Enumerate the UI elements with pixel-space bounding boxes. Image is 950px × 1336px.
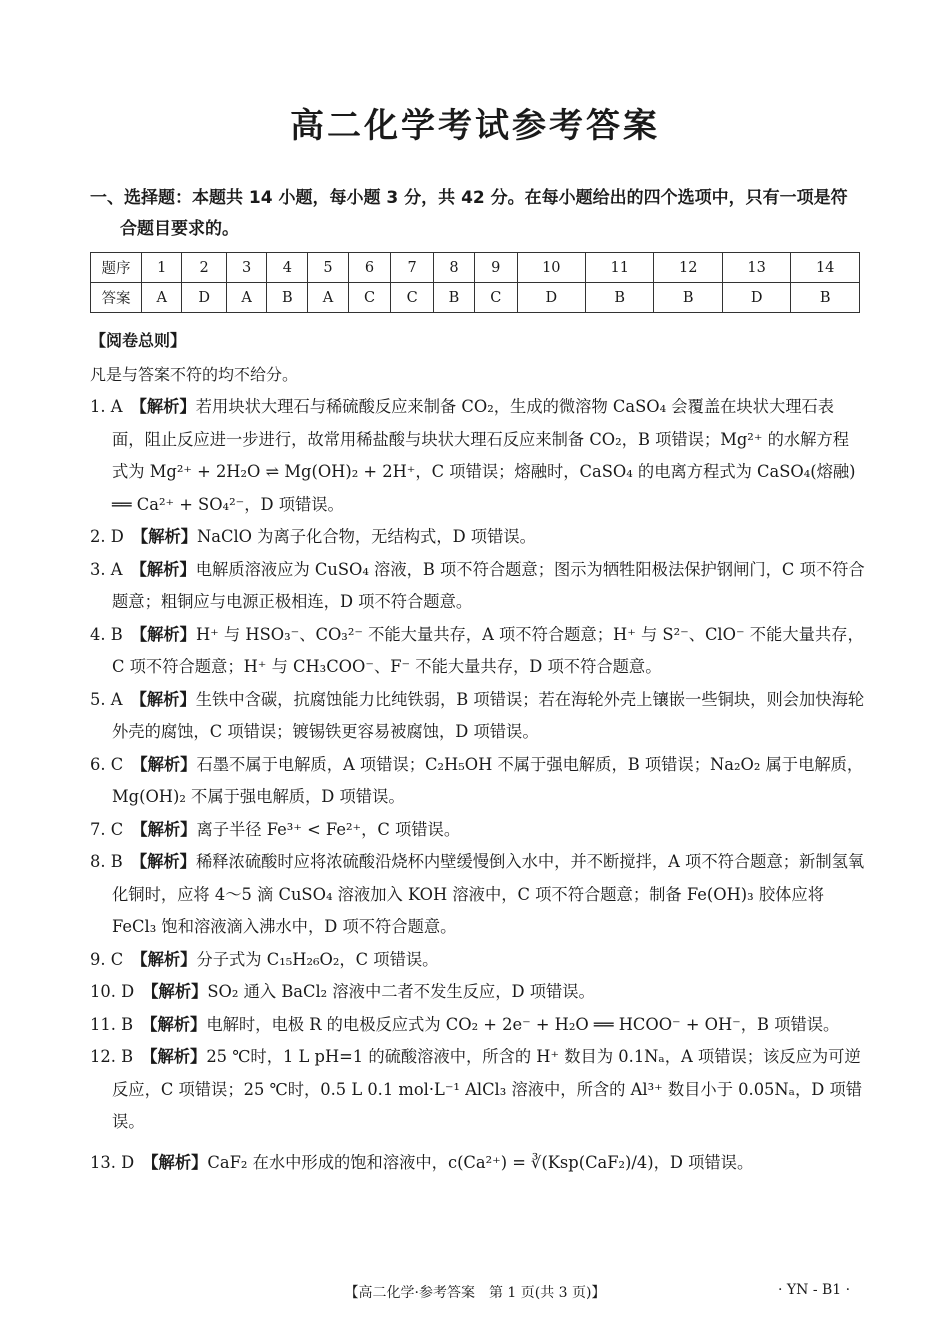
table-cell: B [267, 283, 308, 313]
table-cell: 11 [586, 253, 654, 283]
table-cell: 10 [517, 253, 585, 283]
item-text: 电解质溶液应为 CuSO₄ 溶液，B 项不符合题意；图示为牺牲阳极法保护钢闸门，C 项不符合题意；粗铜应与电源正极相连，D 项不符合题意。 [112, 559, 865, 611]
item-text: NaClO 为离子化合物，无结构式，D 项错误。 [197, 527, 536, 546]
item-number: 6. C [90, 754, 124, 774]
table-cell: A [308, 283, 348, 313]
item-tag: 【解析】 [139, 819, 197, 839]
item-number: 4. B [90, 624, 123, 644]
item-number: 10. D [90, 982, 135, 1001]
list-item [90, 944, 865, 977]
table-cell: C [348, 283, 391, 313]
table-cell: 9 [474, 253, 517, 283]
item-tag: 【解析】 [149, 1014, 207, 1034]
item-text: CaF₂ 在水中形成的饱和溶液中，c(Ca²⁺) = ∛(Ksp(CaF₂)/4)，D 项错误。 [207, 1152, 754, 1172]
item-tag: 【解析】 [140, 527, 198, 546]
list-item [90, 1041, 865, 1139]
list-item [90, 976, 865, 1009]
item-number: 3. A [90, 559, 123, 579]
section-heading [90, 183, 865, 245]
table-cell: D [517, 283, 585, 313]
row-header-answer: 答案 [91, 283, 142, 313]
section-heading-line2: 合题目要求的。 [120, 219, 239, 239]
item-number: 5. A [90, 689, 123, 709]
item-tag: 【解析】 [149, 1047, 207, 1066]
explanation-list [90, 391, 865, 1179]
rules-heading: 【阅卷总则】 [90, 331, 187, 350]
item-number: 11. B [90, 1014, 134, 1034]
footer-text: 【高二化学·参考答案 第 1 页(共 3 页)】 [344, 1285, 606, 1301]
footer-code: · YN - B1 · [778, 1282, 851, 1298]
section-heading-line1: 一、选择题：本题共 14 小题，每小题 3 分，共 42 分。在每小题给出的四个选项中，只有一项是符 [90, 188, 848, 208]
item-number: 7. C [90, 819, 124, 839]
table-cell: 1 [142, 253, 182, 283]
list-item [90, 619, 865, 684]
item-text: 稀释浓硫酸时应将浓硫酸沿烧杯内壁缓慢倒入水中，并不断搅拌，A 项不符合题意；新制氢氧化铜时，应将 4～5 滴 CuSO₄ 溶液加入 KOH 溶液中，C 项不符合题意；制备 Fe(OH)₃ 胶体应将 FeCl₃ 饱和溶液滴入沸水中，D 项不符合题意。 [112, 852, 865, 936]
table-cell: 8 [433, 253, 474, 283]
list-item [90, 684, 865, 749]
list-item [90, 554, 865, 619]
item-text: 25 ℃时，1 L pH=1 的硫酸溶液中，所含的 H⁺ 数目为 0.1Nₐ，A 项错误；该反应为可逆反应，C 项错误；25 ℃时，0.5 L 0.1 mol·L⁻¹ AlCl₃ 溶液中，所含的 Al³⁺ 数目小于 0.05Nₐ，D 项错误。 [112, 1047, 863, 1131]
table-cell: 5 [308, 253, 348, 283]
item-number: 13. D [90, 1152, 135, 1172]
table-cell: 13 [722, 253, 790, 283]
item-text: H⁺ 与 HSO₃⁻、CO₃²⁻ 不能大量共存，A 项不符合题意；H⁺ 与 S²⁻、ClO⁻ 不能大量共存，C 项不符合题意；H⁺ 与 CH₃COO⁻、F⁻ 不能大量共存，D 项不符合题意。 [112, 624, 864, 676]
table-cell: B [433, 283, 474, 313]
item-tag: 【解析】 [150, 982, 208, 1001]
table-cell: B [586, 283, 654, 313]
table-cell: C [474, 283, 517, 313]
table-cell: 12 [654, 253, 722, 283]
list-item [90, 846, 865, 944]
table-cell: 4 [267, 253, 308, 283]
item-tag: 【解析】 [150, 1152, 208, 1172]
table-cell: D [722, 283, 790, 313]
table-cell: D [182, 283, 226, 313]
answer-table [90, 252, 860, 313]
item-tag: 【解析】 [139, 949, 197, 969]
item-text: 电解时，电极 R 的电极反应式为 CO₂ + 2e⁻ + H₂O ══ HCOO⁻ + OH⁻，B 项错误。 [206, 1014, 840, 1034]
table-cell: 3 [226, 253, 266, 283]
item-tag: 【解析】 [138, 689, 196, 709]
row-header-number: 题序 [91, 253, 142, 283]
page-title: 高二化学考试参考答案 [290, 106, 660, 146]
item-text: 石墨不属于电解质，A 项错误；C₂H₅OH 不属于强电解质，B 项错误；Na₂O₂ 属于电解质，Mg(OH)₂ 不属于强电解质，D 项错误。 [112, 754, 864, 806]
list-item [90, 749, 865, 814]
item-text: SO₂ 通入 BaCl₂ 溶液中二者不发生反应，D 项错误。 [207, 982, 595, 1001]
table-cell: 2 [182, 253, 226, 283]
item-tag: 【解析】 [139, 754, 197, 774]
item-text: 生铁中含碳，抗腐蚀能力比纯铁弱，B 项错误；若在海轮外壳上镶嵌一些铜块，则会加快海轮外壳的腐蚀，C 项错误；镀锡铁更容易被腐蚀，D 项错误。 [112, 689, 865, 741]
table-cell: B [791, 283, 860, 313]
item-number: 2. D [90, 527, 124, 546]
table-cell: A [226, 283, 266, 313]
table-cell: B [654, 283, 722, 313]
item-number: 8. B [90, 852, 123, 871]
list-item [90, 391, 865, 521]
item-number: 1. A [90, 397, 123, 416]
table-row-answers [91, 283, 860, 313]
item-tag: 【解析】 [138, 624, 196, 644]
list-item [90, 521, 865, 554]
item-text: 若用块状大理石与稀硫酸反应来制备 CO₂，生成的微溶物 CaSO₄ 会覆盖在块状大理石表面，阻止反应进一步进行，故常用稀盐酸与块状大理石反应来制备 CO₂，B 项错误；Mg²⁺ 的水解方程式为 Mg²⁺ + 2H₂O ⇌ Mg(OH)₂ + 2H⁺，C 项错误；熔融时，CaSO₄ 的电离方程式为 CaSO₄(熔融) ══ Ca²⁺ + SO₄²⁻，D 项错误。 [112, 397, 856, 514]
list-item [90, 814, 865, 847]
item-text: 分子式为 C₁₅H₂₆O₂，C 项错误。 [196, 949, 439, 969]
item-tag: 【解析】 [138, 852, 196, 871]
table-cell: 6 [348, 253, 391, 283]
item-tag: 【解析】 [138, 559, 196, 579]
table-row-numbers [91, 253, 860, 283]
table-cell: C [391, 283, 434, 313]
table-cell: A [142, 283, 182, 313]
item-number: 12. B [90, 1047, 134, 1066]
table-cell: 7 [391, 253, 434, 283]
item-text: 离子半径 Fe³⁺ < Fe²⁺，C 项错误。 [196, 819, 461, 839]
list-item [90, 1147, 865, 1180]
table-cell: 14 [791, 253, 860, 283]
rules-text: 凡是与答案不符的均不给分。 [90, 365, 299, 384]
list-item [90, 1009, 865, 1042]
item-tag: 【解析】 [138, 397, 196, 416]
item-number: 9. C [90, 949, 124, 969]
